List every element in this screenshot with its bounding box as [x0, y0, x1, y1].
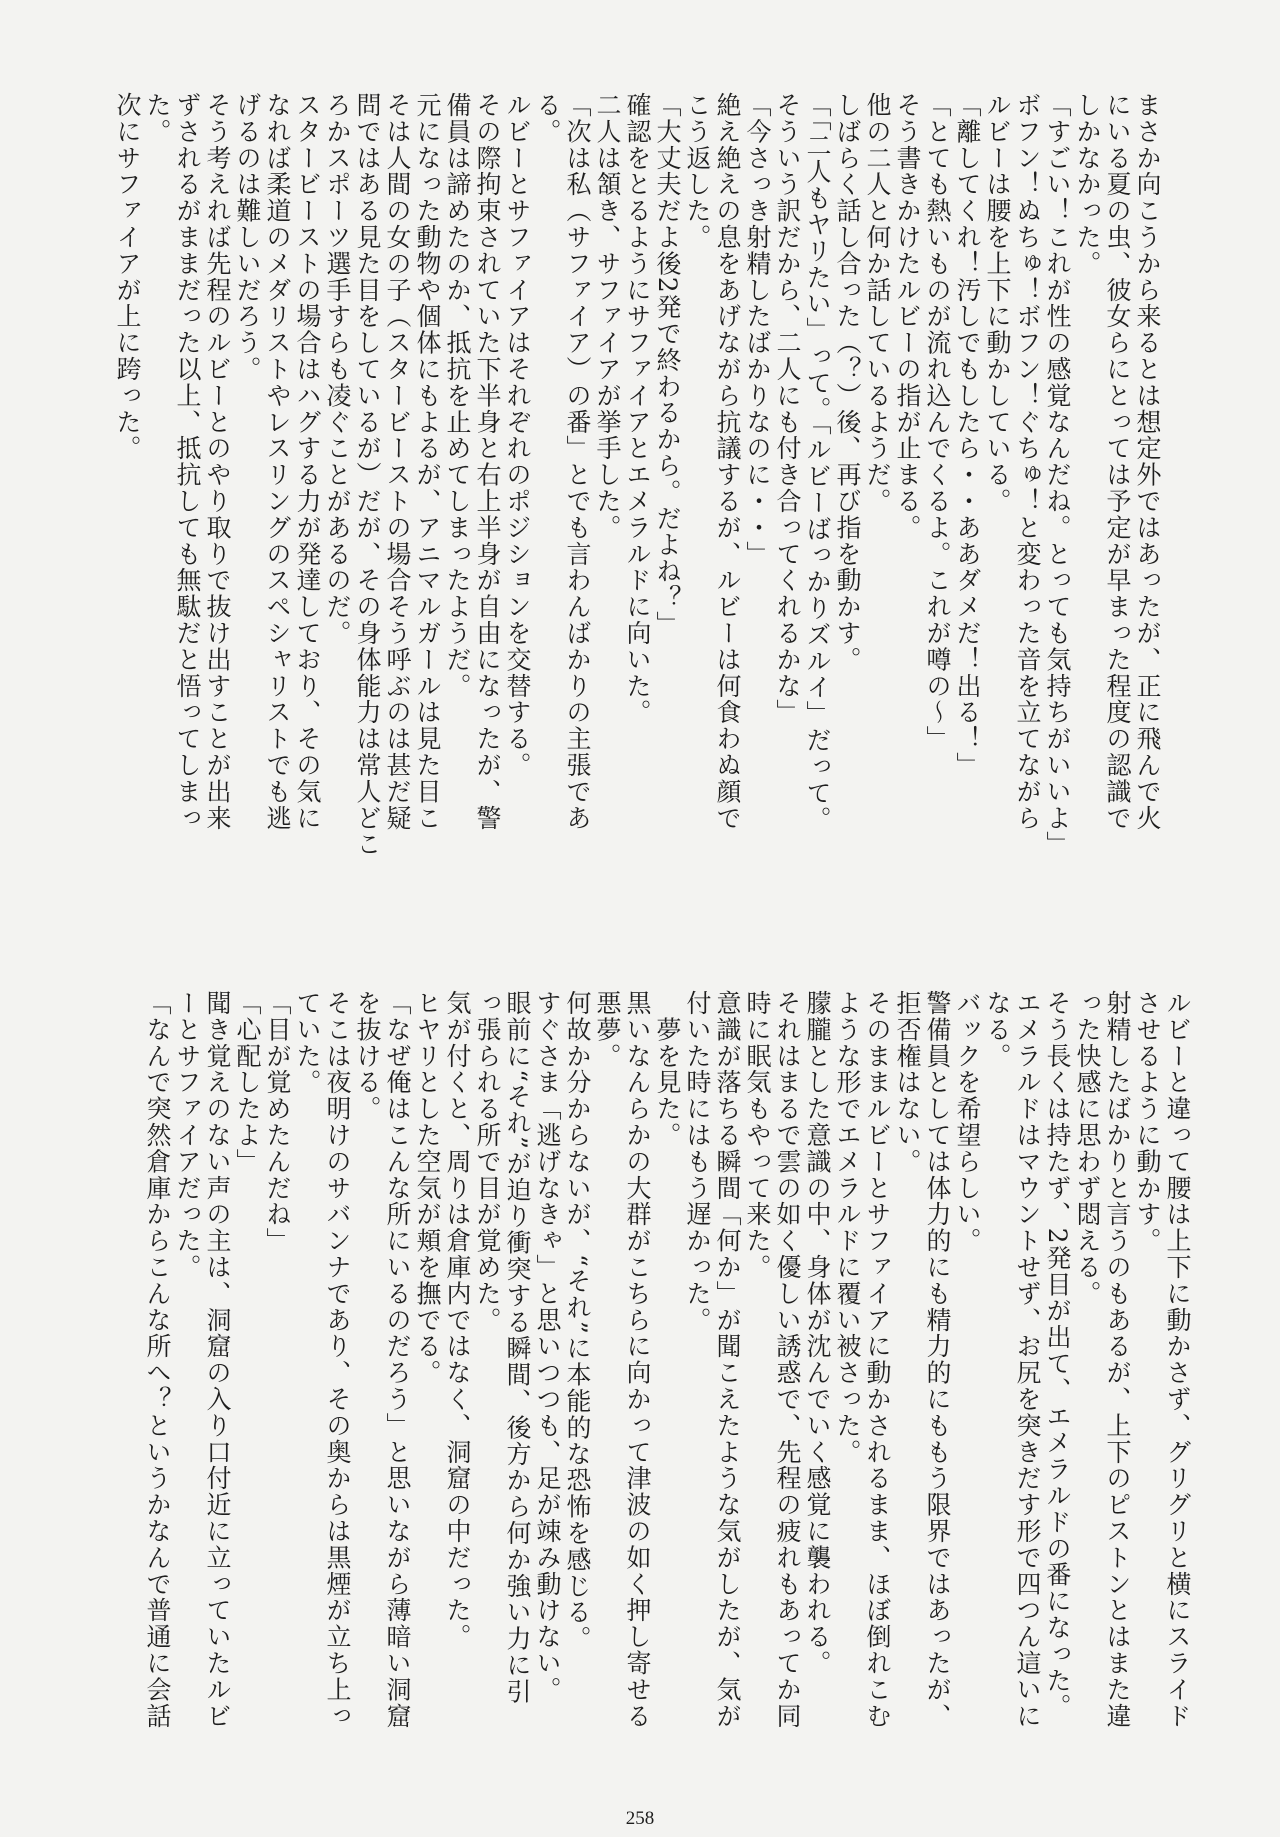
text-line: 夢を見た。 — [653, 990, 682, 1149]
text-line: た。 — [143, 92, 172, 145]
text-line: 拒否権はない。 — [893, 990, 922, 1175]
text-line: なれば柔道のメダリストやレスリングのスペシャリストでも逃 — [263, 92, 292, 832]
text-line: しかなかった。 — [1073, 92, 1102, 277]
text-line: ろかスポーツ選手すらも凌ぐことがあるのだ。 — [323, 92, 352, 647]
page-number: 258 — [625, 1808, 655, 1829]
text-line: 「なぜ俺はこんな所にいるのだろう」と思いながら薄暗い洞窟 — [383, 990, 412, 1730]
text-line: っ張られる所で目が覚めた。 — [473, 990, 502, 1334]
text-line: ルビーとサファイアはそれぞれのポジションを交替する。 — [503, 92, 532, 779]
text-line: そう考えれば先程のルビーとのやり取りで抜け出すことが出来 — [203, 92, 232, 832]
text-line: った快感に思わず悶える。 — [1073, 990, 1102, 1307]
text-line: しばらく話し合った（？）後、再び指を動かす。 — [833, 92, 862, 673]
text-line: まさか向こうから来るとは想定外ではあったが、正に飛んで火 — [1133, 92, 1162, 832]
text-line: 元になった動物や個体にもよるが、アニマルガールは見た目こ — [413, 92, 442, 832]
text-line: エメラルドはマウントせず、お尻を突きだす形で四つん這いに — [1013, 990, 1042, 1730]
text-block-bottom — [142, 990, 1192, 1825]
text-line: 朦朧とした意識の中、身体が沈んでいく感覚に襲われる。 — [803, 990, 832, 1677]
text-line: すぐさま「逃げなきゃ」と思いつつも、足が竦み動けない。 — [533, 990, 562, 1703]
text-line: ボフン！ぬちゅ！ボフン！ぐちゅ！と変わった音を立てながら — [1013, 92, 1042, 832]
text-line: 「目が覚めたんだね」 — [263, 990, 292, 1254]
text-line: 付いた時にはもう遅かった。 — [683, 990, 712, 1334]
text-line: ずされるがままだった以上、抵抗しても無駄だと悟ってしまっ — [173, 92, 202, 832]
text-line: 「離してくれ！汚しでもしたら・・ああダメだ！出る！」 — [953, 92, 982, 779]
text-line: 次にサファイアが上に跨った。 — [113, 92, 142, 462]
text-line: こう返した。 — [683, 92, 712, 251]
text-line: 「大丈夫だよ後2発で終わるから。だよね？」 — [653, 92, 682, 638]
text-line: バックを希望らしい。 — [953, 990, 982, 1254]
text-line: ルビーと違って腰は上下に動かさず、グリグリと横にスライド — [1163, 990, 1192, 1730]
text-line: 射精したばかりと言うのもあるが、上下のピストンとはまた違 — [1103, 990, 1132, 1730]
text-line: げるのは難しいだろう。 — [233, 92, 262, 383]
text-line: を抜ける。 — [353, 990, 382, 1122]
text-line: 「今さっき射精したばかりなのに・・」 — [743, 92, 772, 568]
text-line: 絶え絶えの息をあげながら抗議するが、ルビーは何食わぬ顔で — [713, 92, 742, 832]
text-line: 他の二人と何か話しているようだ。 — [863, 92, 892, 515]
text-line: 悪夢。 — [593, 990, 622, 1070]
text-line: 「すごい！これが性の感覚なんだね。とっても気持ちがいいよ」 — [1043, 92, 1072, 858]
text-line: 眼前に“それ”が迫り衝突する瞬間、後方から何か強い力に引 — [503, 990, 532, 1705]
text-line: 聞き覚えのない声の主は、洞窟の入り口付近に立っていたルビ — [203, 990, 232, 1730]
text-line: 意識が落ちる瞬間「何か」が聞こえたような気がしたが、気が — [713, 990, 742, 1730]
text-line: なる。 — [983, 990, 1012, 1070]
text-line: そう長くは持たず、2発目が出て、エメラルドの番になった。 — [1043, 990, 1072, 1721]
text-line: 時に眠気もやって来た。 — [743, 990, 772, 1281]
text-line: 「なんで突然倉庫からこんな所へ？というかなんで普通に会話 — [143, 990, 172, 1730]
text-line: そう書きかけたルビーの指が止まる。 — [893, 92, 922, 541]
text-line: それはまるで雲の如く優しい誘惑で、先程の疲れもあってか同 — [773, 990, 802, 1730]
text-line: そこは夜明けのサバンナであり、その奥からは黒煙が立ち上っ — [323, 990, 352, 1730]
text-line: る。 — [533, 92, 562, 145]
text-line: 警備員としては体力的にも精力的にももう限界ではあったが、 — [923, 990, 952, 1730]
text-line: 黒いなんらかの大群がこちらに向かって津波の如く押し寄せる — [623, 990, 652, 1730]
text-line: させるように動かす。 — [1133, 990, 1162, 1254]
text-line: ような形でエメラルドに覆い被さった。 — [833, 990, 862, 1466]
text-line: 「とても熱いものが流れ込んでくるよ。これが噂の〜」 — [923, 92, 952, 752]
text-line: そのままルビーとサファイアに動かされるまま、ほぼ倒れこむ — [863, 990, 892, 1730]
text-line: 何故か分からないが、“それ”に本能的な恐怖を感じる。 — [563, 990, 592, 1652]
text-line: ルビーは腰を上下に動かしている。 — [983, 92, 1012, 515]
text-block-top — [112, 92, 1162, 927]
text-line: 「「二人もヤリたい」って。「ルビーばっかりズルイ」だって。 — [803, 92, 832, 833]
text-line: 二人は頷き、サファイアが挙手した。 — [593, 92, 622, 541]
text-line: 問ではある見た目をしているが）だが、その身体能力は常人どこ — [353, 92, 382, 858]
text-line: ヒヤリとした空気が頬を撫でる。 — [413, 990, 442, 1386]
text-line: ていた。 — [293, 990, 322, 1096]
text-line: 確認をとるようにサファイアとエメラルドに向いた。 — [623, 92, 652, 726]
text-line: スタービーストの場合はハグする力が発達しており、その気に — [293, 92, 322, 832]
text-line: にいる夏の虫、彼女らにとっては予定が早まった程度の認識で — [1103, 92, 1132, 832]
text-line: 備員は諦めたのか、抵抗を止めてしまったようだ。 — [443, 92, 472, 700]
text-line: 「次は私（サファイア）の番」とでも言わんばかりの主張であ — [563, 92, 592, 832]
text-line: その際拘束されていた下半身と右上半身が自由になったが、警 — [473, 92, 502, 832]
text-line: そは人間の女の子（スタービーストの場合そう呼ぶのは甚だ疑 — [383, 92, 412, 832]
text-line: そういう訳だから、二人にも付き合ってくれるかな」 — [773, 92, 802, 726]
text-line: 「心配したよ」 — [233, 990, 262, 1175]
text-line: ーとサファイアだった。 — [173, 990, 202, 1281]
text-line: 気が付くと、周りは倉庫内ではなく、洞窟の中だった。 — [443, 990, 472, 1650]
